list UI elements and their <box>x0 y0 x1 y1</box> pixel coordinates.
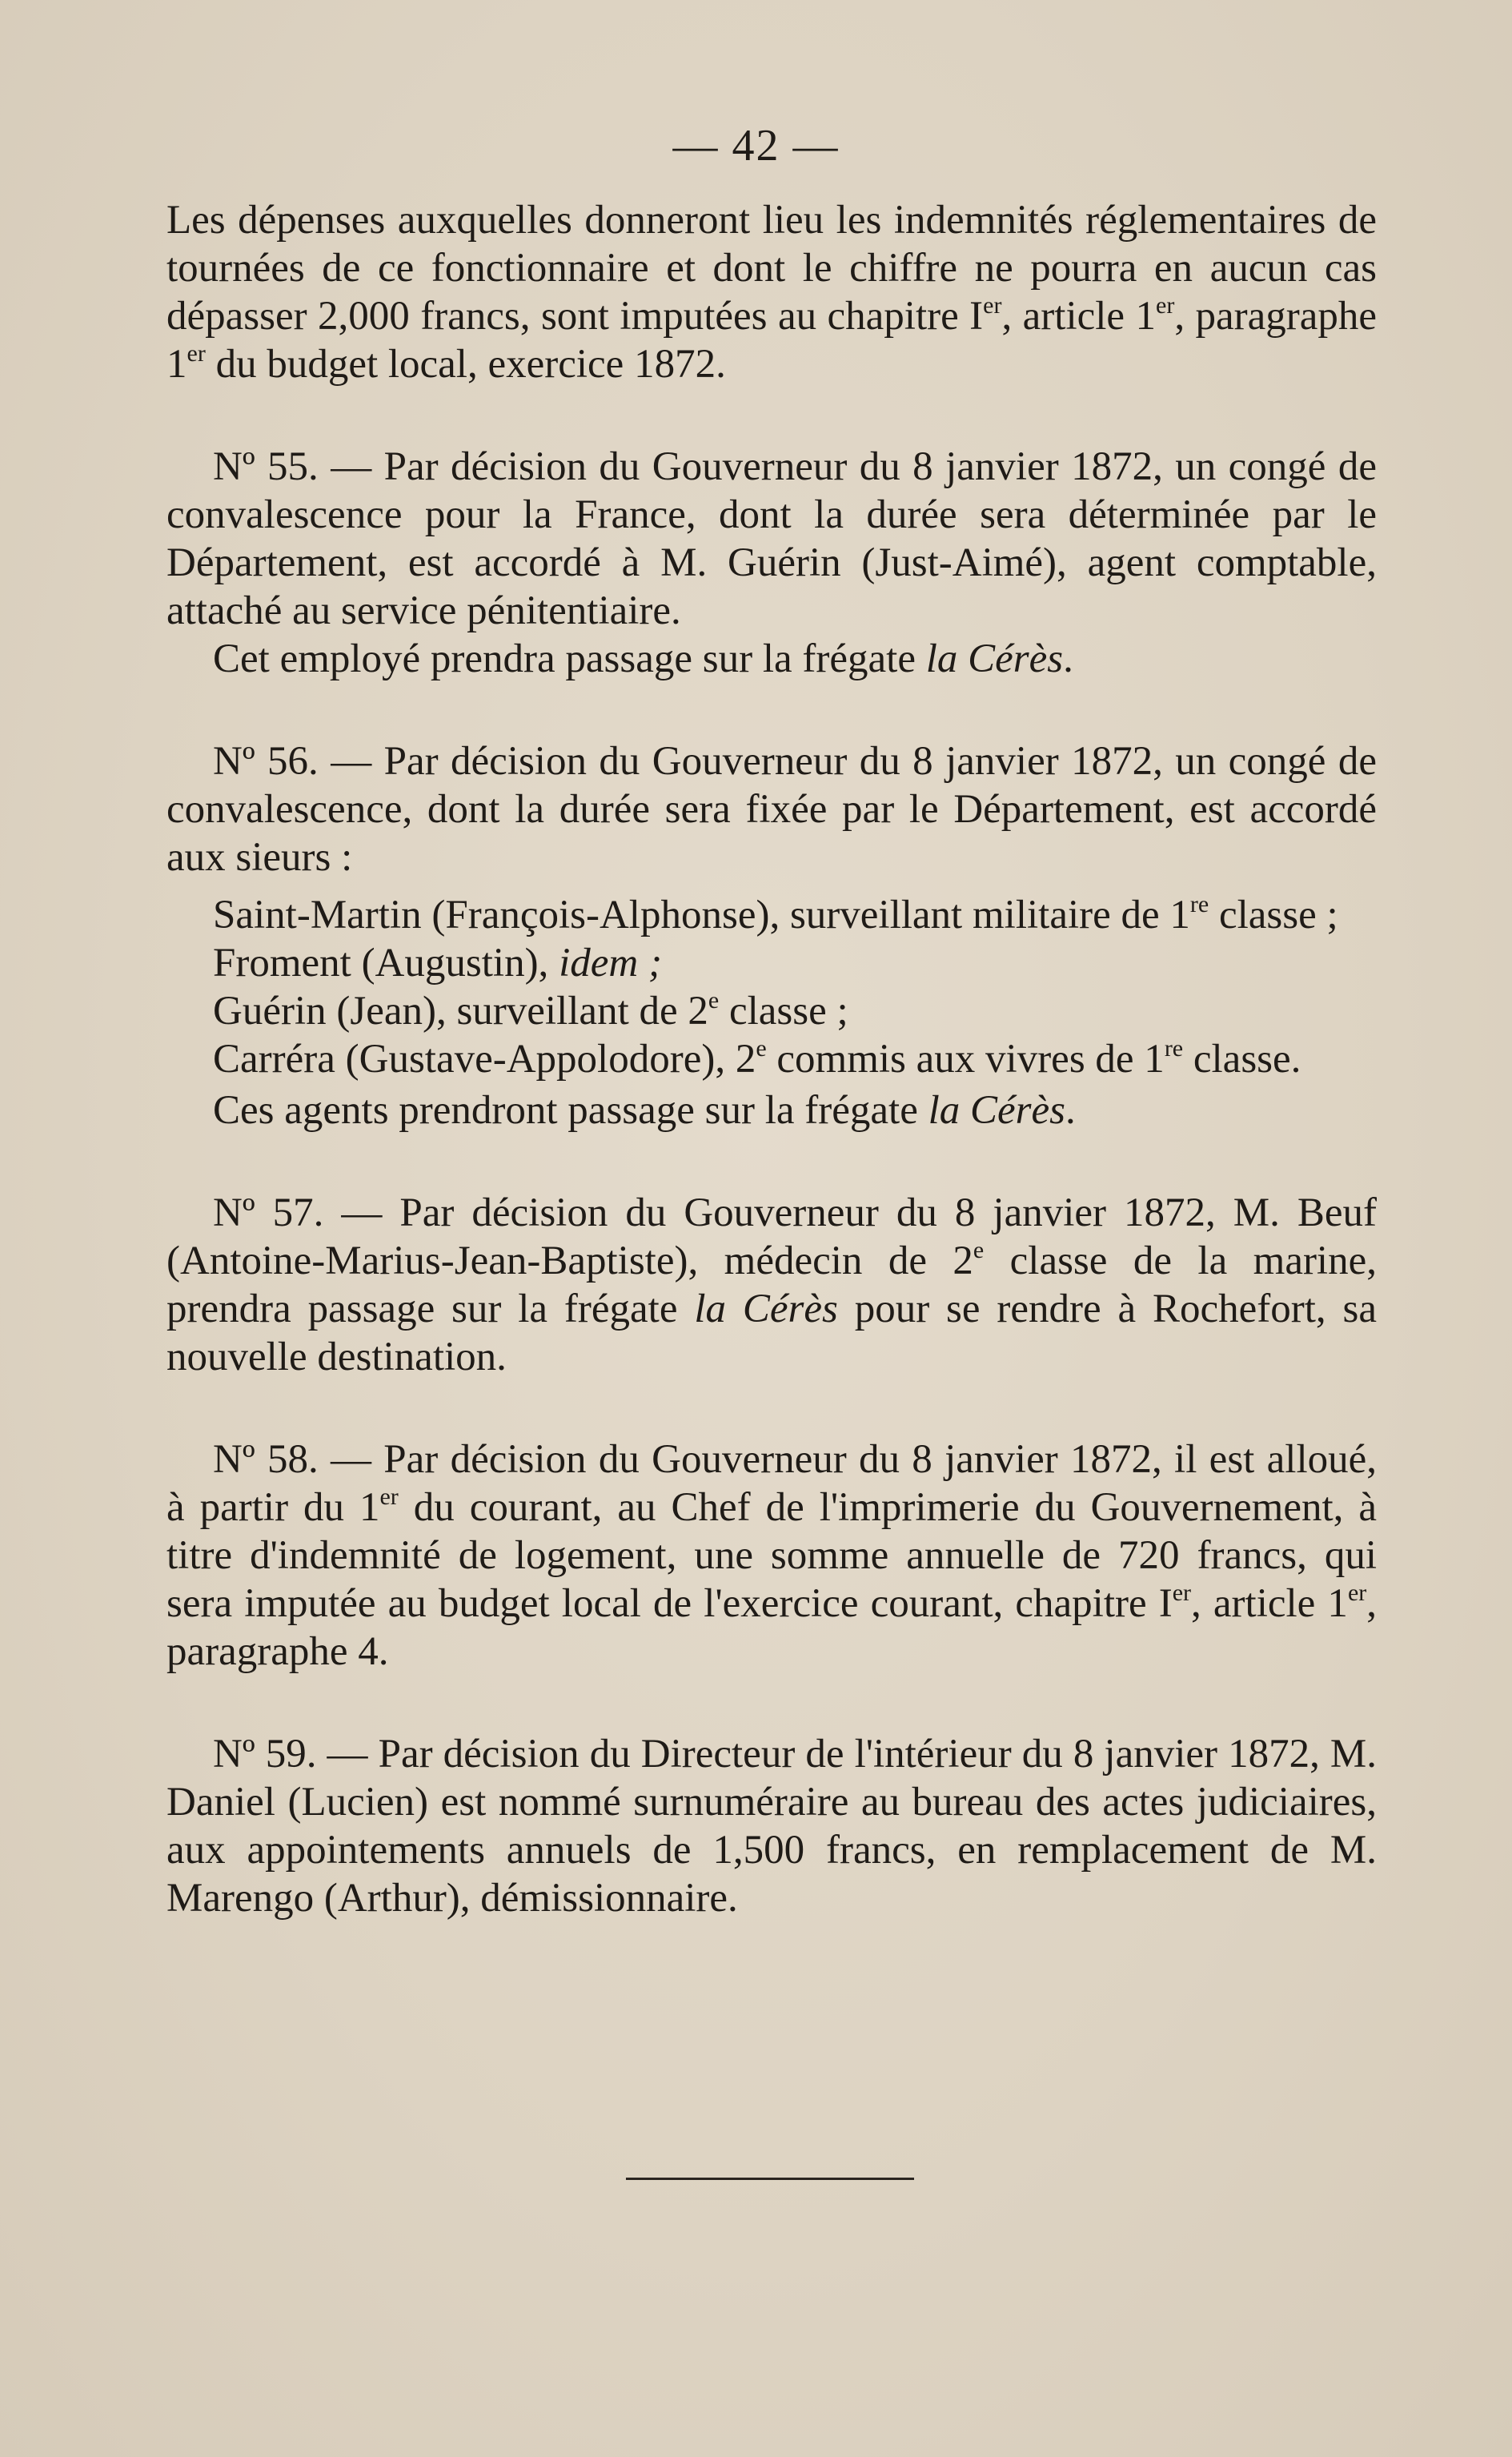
paragraph-n55: Nº 55. — Par décision du Gouverneur du 8 janvier 1872, un congé de convalescence pour la France, dont la durée sera déterminée par le Département, est accordé à M. Guérin (Just-Aimé), agent comptable, attaché au service pénitentiaire. <box>166 444 1377 633</box>
n56-passage-text: Ces agents prendront passage sur la frégate <box>213 1088 928 1133</box>
n56-person-4-sup-2: re <box>1164 1035 1184 1062</box>
n56-person-1 <box>166 891 1377 939</box>
closing-rule <box>626 2178 914 2180</box>
n55-ship-name: la Cérès <box>925 636 1064 681</box>
n58-sup-2: er <box>1172 1580 1192 1606</box>
paragraph-n58 <box>166 1435 1377 1676</box>
intro-sup-3: er <box>186 340 206 367</box>
n58-text-3: , article 1 <box>1191 1581 1348 1626</box>
intro-text-2: , article 1 <box>1001 294 1156 339</box>
body-text <box>166 196 1377 1922</box>
n58-text-2: du courant, au Chef de l'imprimerie du Gouvernement, à titre d'indemnité de logement, une somme annuelle de 720 francs, qui sera imputée au budget local de l'exercice courant, chapitre I <box>166 1485 1377 1626</box>
n56-person-2-idem: idem ; <box>559 941 662 986</box>
n56-person-3-end: classe ; <box>719 989 848 1034</box>
paragraph-intro <box>166 196 1377 388</box>
n58-text-4: , paragraphe 4. <box>166 1581 1377 1674</box>
paragraph-n57 <box>166 1189 1377 1381</box>
n56-ship-name: la Cérès <box>928 1088 1066 1133</box>
paragraph-n59: Nº 59. — Par décision du Directeur de l'intérieur du 8 janvier 1872, M. Daniel (Lucien) est nommé surnuméraire au bureau des actes judiciaires, aux appointements annuels de 1,500 francs, en remplacement de M. Marengo (Arthur), démissionnaire. <box>166 1732 1377 1921</box>
n56-person-4-end: classe. <box>1183 1037 1301 1082</box>
page-number: — 42 — <box>672 121 840 171</box>
intro-text-1: Les dépenses auxquelles donneront lieu les indemnités réglementaires de tournées de ce fonctionnaire et dont le chiffre ne pourra en aucun cas dépasser 2,000 francs, sont imputées au chapitre I <box>166 198 1377 339</box>
n57-text-1: Nº 57. — Par décision du Gouverneur du 8 janvier 1872, M. Beuf (Antoine-Marius-Jean-Baptiste), médecin de 2 <box>166 1190 1377 1283</box>
intro-text-4: du budget local, exercice 1872. <box>205 342 726 387</box>
n56-person-3-text: Guérin (Jean), surveillant de 2 <box>213 989 708 1034</box>
n56-person-3 <box>166 987 1377 1035</box>
n56-person-4 <box>166 1035 1377 1083</box>
paragraph-n56: Nº 56. — Par décision du Gouverneur du 8 janvier 1872, un congé de convalescence, dont la durée sera fixée par le Département, est accordé aux sieurs : <box>166 739 1377 880</box>
n57-text-3: pour se rendre à Rochefort, sa nouvelle destination. <box>166 1287 1377 1379</box>
n55-passage-text: Cet employé prendra passage sur la frégate <box>213 636 926 681</box>
n56-person-2 <box>166 939 1377 987</box>
n56-person-1-text: Saint-Martin (François-Alphonse), surveillant militaire de 1 <box>213 893 1190 937</box>
paragraph-n55-passage <box>166 635 1377 683</box>
n57-text-2: classe de la marine, prendra passage sur la frégate <box>166 1239 1377 1331</box>
n58-sup-1: er <box>379 1483 399 1510</box>
intro-sup-1: er <box>983 292 1002 319</box>
n56-person-2-text: Froment (Augustin), <box>213 941 559 986</box>
n56-person-4-mid: commis aux vivres de 1 <box>766 1037 1165 1082</box>
n56-person-1-sup: re <box>1189 891 1209 917</box>
intro-text-3: , paragraphe 1 <box>166 294 1378 387</box>
n56-person-1-end: classe ; <box>1209 893 1338 937</box>
paragraph-n56-passage <box>166 1086 1377 1134</box>
n57-ship-name: la Cérès <box>694 1287 838 1331</box>
n58-sup-3: er <box>1347 1580 1367 1606</box>
intro-sup-2: er <box>1156 292 1175 319</box>
n56-end: . <box>1065 1088 1076 1133</box>
n56-person-3-sup: e <box>708 987 720 1014</box>
n56-person-4-sup: e <box>756 1035 767 1062</box>
n57-sup-1: e <box>973 1237 985 1263</box>
n55-end: . <box>1063 636 1073 681</box>
n58-text-1: Nº 58. — Par décision du Gouverneur du 8 janvier 1872, il est alloué, à partir du 1 <box>166 1437 1377 1530</box>
n56-person-4-text: Carréra (Gustave-Appolodore), 2 <box>213 1037 756 1082</box>
